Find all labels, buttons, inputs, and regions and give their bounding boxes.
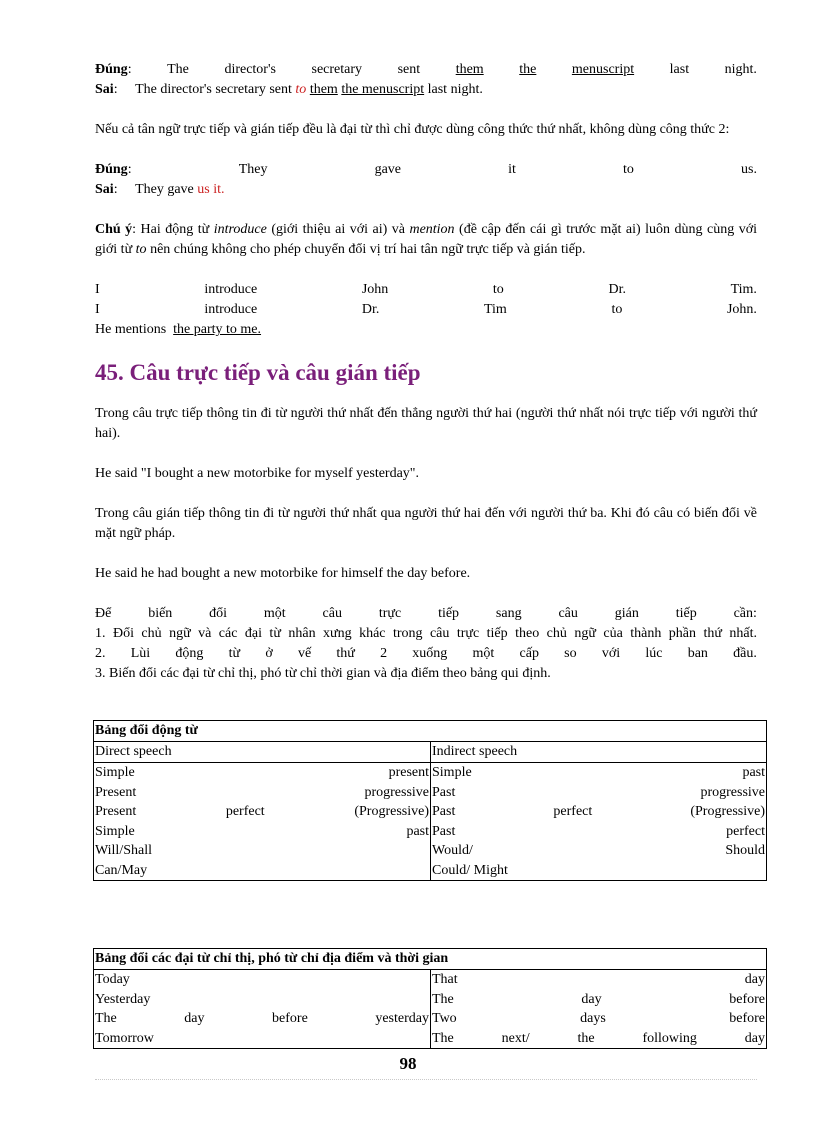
indirect-column: That day The day before Two days before The next/ the following day bbox=[431, 970, 767, 1049]
note-paragraph: Chú ý: Hai động từ introduce (giới thiệu ai với ai) và mention (đề cập đến cái gì trước mặt ai) luôn dùng cùng với giới từ to nên chúng không cho phép chuyển đổi vị trí hai tân ngữ trực tiếp và gián tiếp. bbox=[95, 222, 758, 257]
word: menuscript bbox=[571, 62, 635, 77]
correct-example-2: Đúng: They gave it to us. bbox=[95, 162, 757, 177]
indirect-example: He said he had bought a new motorbike for himself the day before. bbox=[95, 566, 471, 581]
example-line: I introduce Dr. Tim to John. bbox=[95, 302, 757, 317]
word: the bbox=[519, 62, 537, 77]
rule-paragraph: Nếu cả tân ngữ trực tiếp và gián tiếp đều là đại từ thì chỉ được dùng công thức thứ nhất, không dùng công thức 2: bbox=[95, 122, 730, 137]
word: them bbox=[455, 62, 484, 77]
page-content bbox=[95, 60, 757, 684]
verb-conversion-table bbox=[93, 720, 767, 881]
direct-speech-column: Simple present Present progressive Present perfect (Progressive) Simple past Will/Shall Can/May bbox=[94, 763, 431, 881]
step-2: 2. Lùi động từ ở vế thứ 2 xuống một cấp so với lúc ban đầu. bbox=[95, 646, 757, 661]
word: sent bbox=[397, 62, 421, 77]
footer-divider bbox=[95, 1079, 757, 1080]
section-heading: 45. Câu trực tiếp và câu gián tiếp bbox=[95, 360, 421, 385]
word: night. bbox=[724, 62, 757, 77]
table-title: Bảng đổi các đại từ chỉ thị, phó từ chỉ địa điểm và thời gian bbox=[94, 949, 767, 970]
table-title: Bảng đổi động từ bbox=[94, 721, 767, 742]
step-1: 1. Đổi chủ ngữ và các đại từ nhân xưng khác trong câu trực tiếp theo chủ ngữ của thành phần thứ nhất. bbox=[95, 626, 757, 641]
table-header: Direct speech bbox=[94, 742, 431, 763]
example-line: He mentions the party to me. bbox=[95, 322, 262, 337]
example-line: I introduce John to Dr. Tim. bbox=[95, 282, 757, 297]
page-number: 98 bbox=[399, 1054, 417, 1073]
word: last bbox=[669, 62, 690, 77]
direct-column: Today Yesterday The day before yesterday Tomorrow bbox=[94, 970, 431, 1049]
wrong-label: Sai bbox=[95, 82, 114, 97]
correct-label: Đúng bbox=[95, 62, 128, 77]
indirect-speech-column: Simple past Past progressive Past perfect (Progressive) Past perfect Would/ Should Could/ Might bbox=[431, 763, 767, 881]
word: director's bbox=[224, 62, 276, 77]
indirect-speech-paragraph: Trong câu gián tiếp thông tin đi từ người thứ nhất qua người thứ hai đến với người thứ ba. Khi đó câu có biến đổi về mặt ngữ pháp. bbox=[95, 506, 757, 541]
direct-example: He said "I bought a new motorbike for myself yesterday". bbox=[95, 466, 420, 481]
direct-speech-paragraph: Trong câu trực tiếp thông tin đi từ người thứ nhất đến thẳng người thứ hai (người thứ nhất nói trực tiếp với người thứ hai). bbox=[95, 406, 757, 441]
steps-intro: Để biến đổi một câu trực tiếp sang câu gián tiếp cần: bbox=[95, 606, 757, 621]
word: secretary bbox=[311, 62, 363, 77]
correct-example-1: Đúng: The director's secretary sent them the menuscript last night. bbox=[95, 60, 757, 80]
table-header: Indirect speech bbox=[431, 742, 767, 763]
wrong-example-1: Sai: The director's secretary sent to them the menuscript last night. bbox=[95, 82, 483, 97]
wrong-example-2: Sai: They gave us it. bbox=[95, 182, 225, 197]
word: The bbox=[167, 62, 189, 77]
step-3: 3. Biến đổi các đại từ chỉ thị, phó từ chỉ thời gian và địa điểm theo bảng qui định. bbox=[95, 666, 551, 681]
adverb-conversion-table bbox=[93, 948, 767, 1049]
